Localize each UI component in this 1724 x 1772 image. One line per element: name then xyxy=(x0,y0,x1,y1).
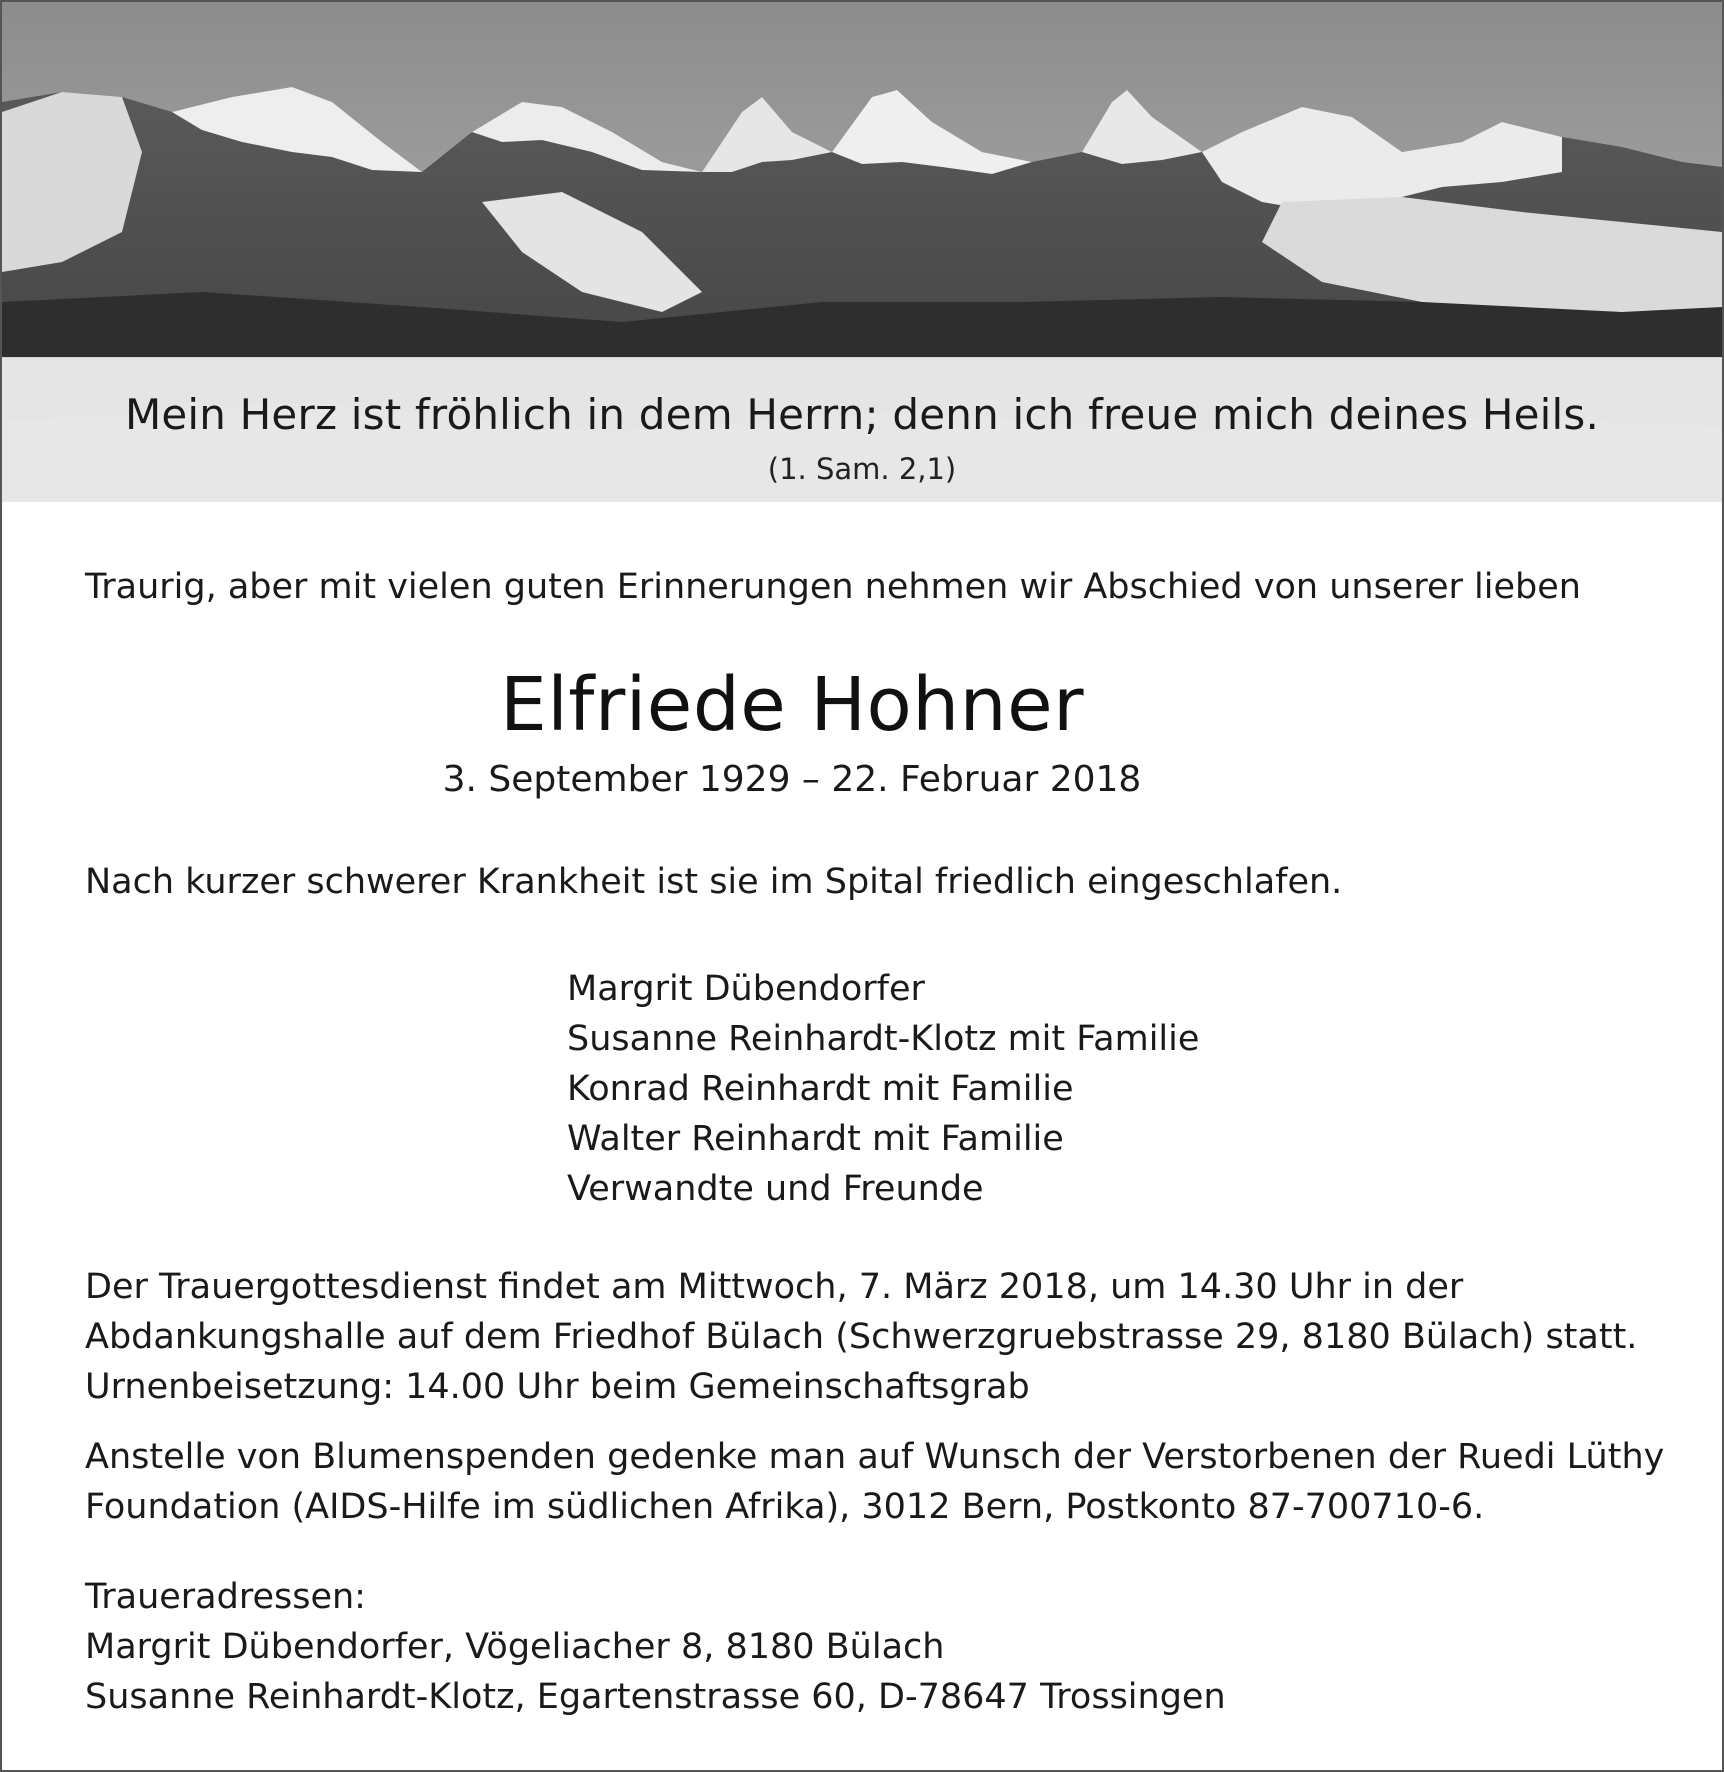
mourning-addresses xyxy=(85,1572,1226,1722)
service-line: Abdankungshalle auf dem Friedhof Bülach (Schwerzgruebstrasse 29, 8180 Bülach) statt. xyxy=(85,1317,1638,1357)
mourners-list xyxy=(567,964,1199,1214)
mourner-name: Konrad Reinhardt mit Familie xyxy=(567,1069,1074,1109)
mourner-name: Margrit Dübendorfer xyxy=(567,969,925,1009)
bible-verse: Mein Herz ist fröhlich in dem Herrn; denn ich freue mich deines Heils. xyxy=(124,390,1600,439)
donation-line: Anstelle von Blumenspenden gedenke man auf Wunsch der Verstorbenen der Ruedi Lüthy xyxy=(85,1437,1665,1477)
address-line: Margrit Dübendorfer, Vögeliacher 8, 8180 Bülach xyxy=(85,1627,945,1667)
passing-text: Nach kurzer schwerer Krankheit ist sie im Spital friedlich eingeschlafen. xyxy=(85,862,1343,902)
donation-line: Foundation (AIDS-Hilfe im südlichen Afrika), 3012 Bern, Postkonto 87-700710-6. xyxy=(85,1487,1485,1527)
mourner-name: Verwandte und Freunde xyxy=(567,1169,984,1209)
service-line: Der Trauergottesdienst findet am Mittwoch, 7. März 2018, um 14.30 Uhr in der xyxy=(85,1267,1464,1307)
address-line: Susanne Reinhardt-Klotz, Egartenstrasse 60, D-78647 Trossingen xyxy=(85,1677,1226,1717)
mourner-name: Walter Reinhardt mit Familie xyxy=(567,1119,1064,1159)
intro-text: Traurig, aber mit vielen guten Erinnerungen nehmen wir Abschied von unserer lieben xyxy=(85,567,1581,607)
life-dates: 3. September 1929 – 22. Februar 2018 xyxy=(442,759,1142,800)
mourner-name: Susanne Reinhardt-Klotz mit Familie xyxy=(567,1019,1200,1059)
donation-info xyxy=(85,1432,1664,1532)
verse-reference: (1. Sam. 2,1) xyxy=(767,452,957,486)
service-info xyxy=(85,1262,1637,1412)
addresses-heading: Traueradressen: xyxy=(85,1577,366,1617)
deceased-name: Elfriede Hohner xyxy=(499,662,1085,748)
service-line: Urnenbeisetzung: 14.00 Uhr beim Gemeinschaftsgrab xyxy=(85,1367,1030,1407)
